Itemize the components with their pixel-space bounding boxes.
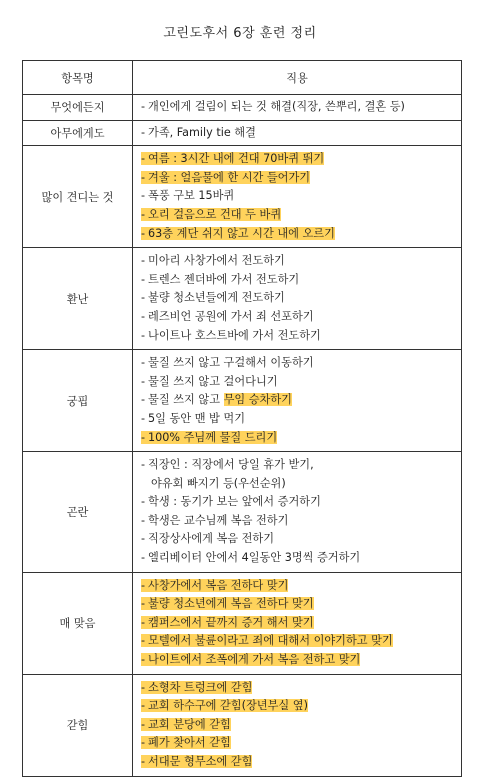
table-row [23,146,462,248]
item-text-wrap [141,310,314,323]
bullet-dash: - [141,356,146,370]
item-text: 가족, Family tie 해결 [148,125,256,139]
list-item [141,187,455,206]
bullet-dash: - [141,393,146,407]
bullet-dash: - [141,291,146,305]
item-text: 물질 쓰지 않고 [148,393,224,407]
list-item [141,206,455,225]
items-cell [133,452,462,573]
bullet-dash: - [141,207,146,221]
item-text-wrap [141,273,299,286]
item-text-wrap [141,100,405,113]
item-text: 5일 동안 맨 밥 먹기 [148,411,246,425]
item-text: 엘리베이터 안에서 4일동안 3명씩 증거하기 [148,551,361,565]
item-text: 나이트나 호스트바에 가서 전도하기 [148,328,321,342]
item-text-wrap [141,551,360,564]
item-text: 레즈비언 공원에 가서 죄 선포하기 [148,309,314,323]
list-item [141,475,455,494]
list-item [141,98,455,117]
bullet-dash: - [141,374,146,388]
item-text-wrap [141,254,285,267]
list-item [141,595,455,614]
items-cell [133,674,462,776]
bullet-dash: - [141,736,146,750]
bullet-dash: - [141,513,146,527]
table-row [23,350,462,452]
list-item [141,530,455,549]
item-text-wrap [141,681,252,694]
item-text-wrap [141,755,252,768]
item-text: 폭풍 구보 15바퀴 [148,189,235,203]
bullet-dash: - [141,100,146,113]
bullet-dash: - [141,578,146,592]
item-text-wrap [141,393,292,406]
list-item [141,456,455,475]
header-application: 직용 [133,61,462,95]
bullet-dash: - [141,495,146,509]
table-header-row [23,61,462,95]
bullet-dash: - [141,189,146,203]
item-text: 겨울 : 얼음물에 한 시간 들어가기 [148,170,311,184]
item-text-wrap [141,495,321,508]
item-text: 나이트에서 조폭에게 가서 복음 전하고 맞기 [148,653,361,667]
table-row [23,572,462,674]
list-item [141,549,455,568]
bullet-dash: - [141,272,146,286]
list-item [141,225,455,244]
category-cell: 궁핍 [23,350,133,452]
item-text: 직장상사에게 복음 전하기 [148,532,275,546]
item-text-wrap [141,171,310,184]
item-text: 학생 : 동기가 보는 앞에서 증거하기 [148,495,321,509]
item-text: 불량 청소년들에게 전도하기 [148,291,285,305]
category-cell: 무엇에든지 [23,95,133,121]
bullet-dash: - [141,328,146,342]
item-text: 오리 걸음으로 건대 두 바퀴 [148,207,282,221]
items-cell [133,146,462,248]
list-item [141,753,455,772]
item-text: 미아리 사창가에서 전도하기 [148,254,285,268]
bullet-dash: - [141,717,146,731]
item-text: 100% 주님께 물질 드리기 [148,430,278,444]
item-text-wrap [151,477,286,490]
item-text: 여름 : 3시간 내에 건대 70바퀴 뛰기 [148,152,325,166]
item-text-wrap [141,356,314,369]
category-cell: 아무에게도 [23,120,133,146]
item-text-wrap [141,291,285,304]
item-text: 야유회 빠지기 등(우선순위) [151,476,286,490]
item-text-wrap [141,458,314,471]
item-text-wrap [141,616,314,629]
list-item [141,493,455,512]
list-item [141,308,455,327]
item-text-wrap [141,699,308,712]
item-text: 모텔에서 불륜이라고 죄에 대해서 이야기하고 맞기 [148,634,393,648]
category-cell: 매 맞음 [23,572,133,674]
list-item [141,289,455,308]
list-item [141,354,455,373]
item-text: 교회 분당에 갇힘 [148,717,231,731]
list-item [141,124,455,143]
bullet-dash: - [141,152,146,166]
bullet-dash: - [141,254,146,268]
bullet-dash: - [141,170,146,184]
list-item [141,271,455,290]
item-text-wrap [141,634,393,647]
list-item [141,679,455,698]
bullet-dash: - [141,653,146,667]
list-item [141,577,455,596]
bullet-dash: - [141,615,146,629]
items-cell [133,572,462,674]
items-cell [133,120,462,146]
item-text: 개인에게 걸림이 되는 것 해결(직장, 쓴뿌리, 결혼 등) [148,100,405,113]
bullet-dash: - [141,634,146,648]
item-text-wrap [141,532,274,545]
bullet-dash: - [141,680,146,694]
table-row [23,120,462,146]
item-highlighted-text: 무임 승차하기 [223,393,292,407]
list-item [141,614,455,633]
training-summary-table [22,60,462,777]
bullet-dash: - [141,458,146,472]
item-text-wrap [141,152,324,165]
item-text: 트렌스 젠더바에 가서 전도하기 [148,272,300,286]
bullet-dash: - [141,309,146,323]
table-row [23,452,462,573]
list-item [141,169,455,188]
item-text-wrap [141,431,277,444]
item-text-wrap [141,412,245,425]
table-row [23,674,462,776]
category-cell: 많이 견디는 것 [23,146,133,248]
list-item [141,327,455,346]
list-item [141,651,455,670]
items-cell [133,248,462,350]
item-text-wrap [141,514,288,527]
bullet-dash: - [141,430,146,444]
document-title: 고린도후서 6장 훈련 정리 [163,26,317,41]
table-row [23,95,462,121]
header-item-name: 항목명 [23,61,133,95]
category-cell: 환난 [23,248,133,350]
list-item [141,410,455,429]
items-cell [133,95,462,121]
item-text-wrap [141,597,314,610]
bullet-dash: - [141,755,146,768]
bullet-dash: - [141,532,146,546]
table-row [23,248,462,350]
item-text-wrap [141,579,288,592]
item-text: 소형차 트렁크에 갇힘 [148,680,253,694]
bullet-dash: - [141,551,146,565]
item-text-wrap [141,736,231,749]
item-text-wrap [141,375,278,388]
item-text-wrap [141,329,321,342]
items-cell [133,350,462,452]
item-text: 폐가 찾아서 갇힘 [148,736,231,750]
item-text-wrap [141,227,335,240]
item-text: 학생은 교수님께 복음 전하기 [148,513,289,527]
list-item [141,512,455,531]
item-text: 사창가에서 복음 전하다 맞기 [148,578,289,592]
bullet-dash: - [141,125,146,139]
item-text: 직장인 : 직장에서 당일 휴가 받기, [148,458,314,472]
bullet-dash: - [141,699,146,713]
list-item [141,373,455,392]
item-text: 캠퍼스에서 끝까지 증거 해서 맞기 [148,615,314,629]
item-text-wrap [141,653,360,666]
category-cell: 곤란 [23,452,133,573]
item-text: 63층 계단 쉬지 않고 시간 내에 오르기 [148,226,335,240]
item-text: 불량 청소년에게 복음 전하다 맞기 [148,597,314,611]
bullet-dash: - [141,226,146,240]
list-item [141,429,455,448]
item-text: 서대문 형무소에 갇힘 [148,755,253,768]
list-item [141,716,455,735]
item-text-wrap [141,208,281,221]
item-text-wrap [141,189,234,202]
item-text: 물질 쓰지 않고 걸어다니기 [148,374,278,388]
list-item [141,391,455,410]
list-item [141,697,455,716]
list-item [141,150,455,169]
item-text: 교회 하수구에 갇힘(장년부실 옆) [148,699,308,713]
list-item [141,632,455,651]
item-text-wrap [141,126,256,139]
bullet-dash: - [141,597,146,611]
category-cell: 갇힘 [23,674,133,776]
list-item [141,252,455,271]
list-item [141,734,455,753]
item-text-wrap [141,718,231,731]
bullet-dash: - [141,411,146,425]
item-text: 물질 쓰지 않고 구걸해서 이동하기 [148,356,314,370]
